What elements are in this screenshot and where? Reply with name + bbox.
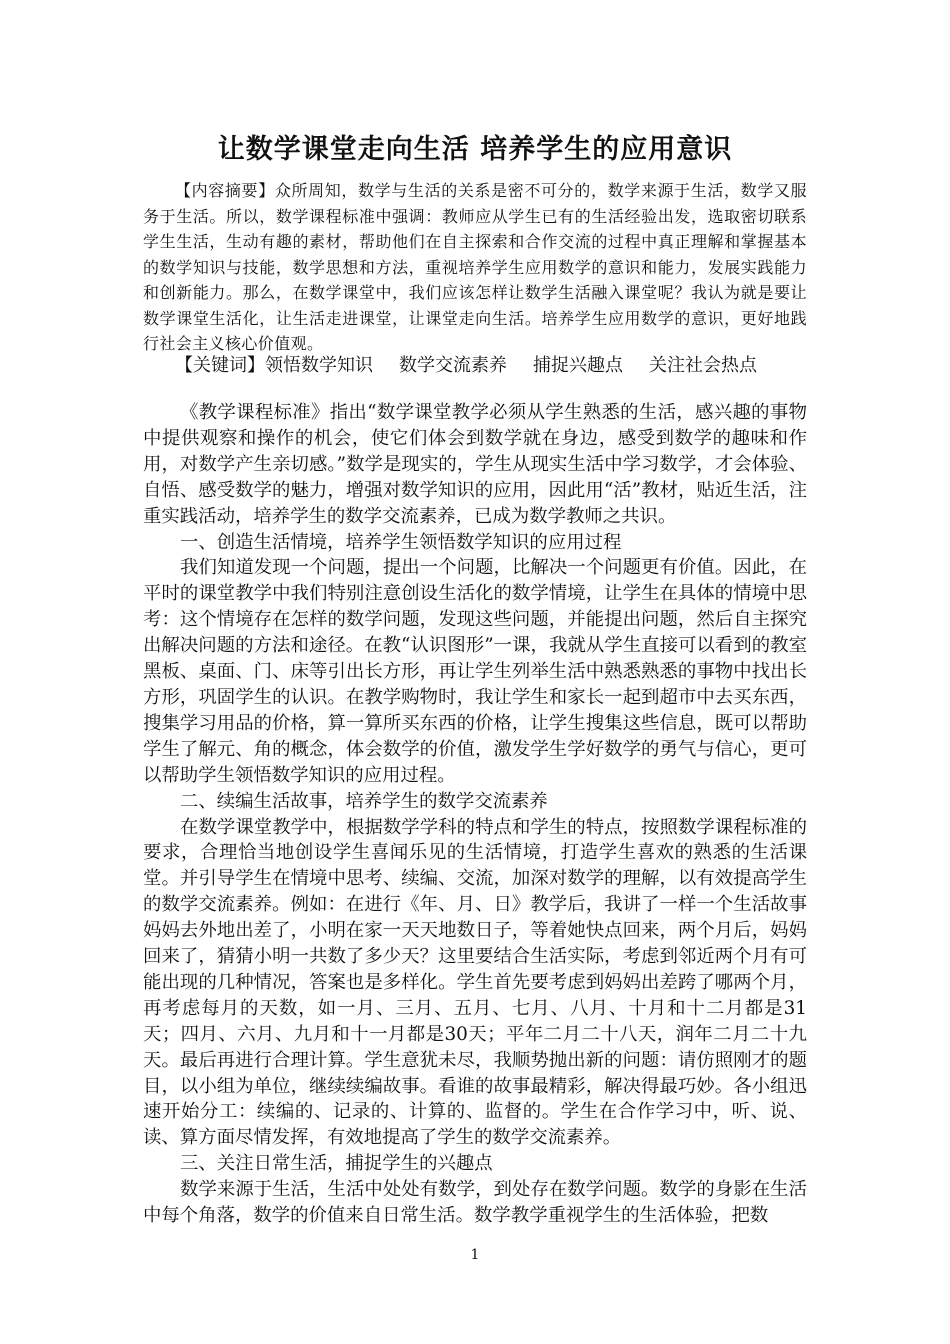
keyword-item: 领悟数学知识 — [265, 355, 373, 376]
keyword-item: 关注社会热点 — [649, 355, 757, 376]
section-3-paragraph: 数学来源于生活，生活中处处有数学，到处存在数学问题。数学的身影在生活中每个角落，数学的价值来自日常生活。数学教学重视学生的生活体验，把数 — [143, 1179, 807, 1227]
intro-paragraph: 《教学课程标准》指出“数学课堂教学必须从学生熟悉的生活，感兴趣的事物中提供观察和操作的机会，使它们体会到数学就在身边，感受到数学的趣味和作用，对数学产生亲切感。”数学是现实的，学生从现实生活中学习数学，才会体验、自悟、感受数学的魅力，增强对数学知识的应用，因此用“活”教材，贴近生活，注重实践活动，培养学生的数学交流素养，已成为数学教师之共识。 — [143, 402, 807, 527]
page-number: 1 — [470, 1247, 480, 1263]
keyword-item: 捕捉兴趣点 — [533, 355, 623, 376]
keyword-item: 数学交流素养 — [399, 355, 507, 376]
keywords-label: 【关键词】 — [175, 355, 265, 376]
abstract-paragraph: 【内容摘要】众所周知，数学与生活的关系是密不可分的，数学来源于生活，数学又服务于生活。所以，数学课程标准中强调：教师应从学生已有的生活经验出发，选取密切联系学生生活，生动有趣的素材，帮助他们在自主探索和合作交流的过程中真正理解和掌握基本的数学知识与技能，数学思想和方法，重视培养学生应用数学的意识和能力，发展实践能力和创新能力。那么，在数学课堂中，我们应该怎样让数学生活融入课堂呢？我认为就是要让数学课堂生活化，让生活走进课堂，让课堂走向生活。培养学生应用数学的意识，更好地践行社会主义核心价值观。 — [143, 181, 807, 353]
section-2-paragraph: 在数学课堂教学中，根据数学学科的特点和学生的特点，按照数学课程标准的要求，合理恰当地创设学生喜闻乐见的生活情境，打造学生喜欢的熟悉的生活课堂。并引导学生在情境中思考、续编、交流，加深对数学的理解，以有效提高学生的数学交流素养。例如：在进行《年、月、日》教学后，我讲了一样一个生活故事妈妈去外地出差了，小明在家一天天地数日子，等着她快点回来，两个月后，妈妈回来了，猜猜小明一共数了多少天？这里要结合生活实际，考虑到邻近两个月有可能出现的几种情况，答案也是多样化。学生首先要考虑到妈妈出差跨了哪两个月，再考虑每月的天数，如一月、三月、五月、七月、八月、十月和十二月都是31天；四月、六月、九月和十一月都是30天；平年二月二十八天，润年二月二十九天。最后再进行合理计算。学生意犹未尽，我顺势抛出新的问题：请仿照刚才的题目，以小组为单位，继续续编故事。看谁的故事最精彩，解决得最巧妙。各小组迅速开始分工：续编的、记录的、计算的、监督的。学生在合作学习中，听、说、读、算方面尽情发挥，有效地提高了学生的数学交流素养。 — [143, 816, 807, 1149]
keywords-line — [175, 352, 815, 380]
document-title: 让数学课堂走向生活 培养学生的应用意识 — [217, 134, 733, 165]
section-heading-1: 一、创造生活情境，培养学生领悟数学知识的应用过程 — [180, 531, 622, 553]
section-heading-3: 三、关注日常生活，捕捉学生的兴趣点 — [180, 1153, 493, 1175]
body-text — [143, 400, 807, 1229]
section-heading-2: 二、续编生活故事，培养学生的数学交流素养 — [180, 790, 548, 812]
section-1-paragraph: 我们知道发现一个问题，提出一个问题，比解决一个问题更有价值。因此，在平时的课堂教学中我们特别注意创设生活化的数学情境，让学生在具体的情境中思考：这个情境存在怎样的数学问题，发现这些问题，并能提出问题，然后自主探究出解决问题的方法和途径。在教“认识图形”一课，我就从学生直接可以看到的教室黑板、桌面、门、床等引出长方形，再让学生列举生活中熟悉熟悉的事物中找出长方形，巩固学生的认识。在教学购物时，我让学生和家长一起到超市中去买东西，搜集学习用品的价格，算一算所买东西的价格，让学生搜集这些信息，既可以帮助学生了解元、角的概念，体会数学的价值，激发学生学好数学的勇气与信心，更可以帮助学生领悟数学知识的应用过程。 — [143, 557, 807, 786]
